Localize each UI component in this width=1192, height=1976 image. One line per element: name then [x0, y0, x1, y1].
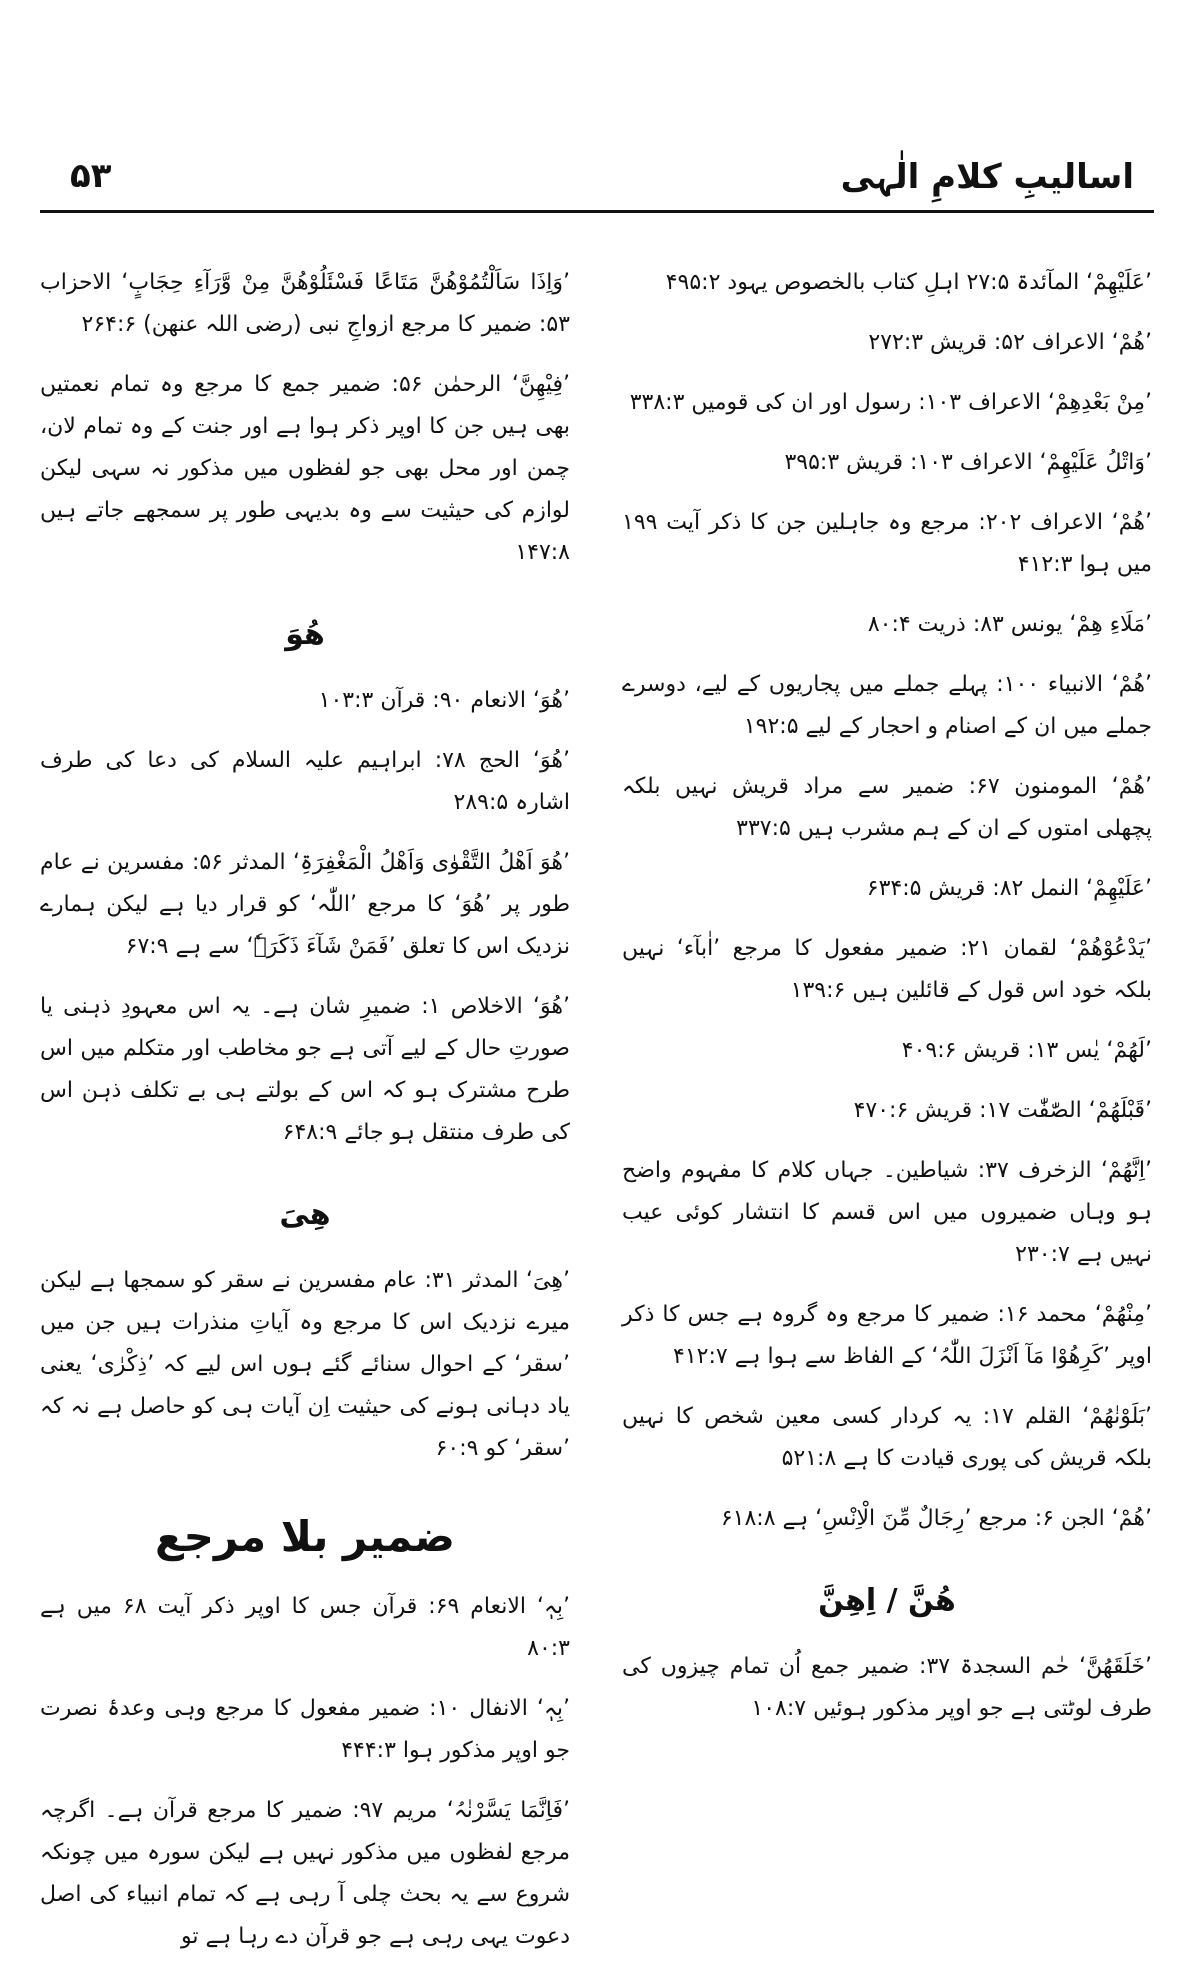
- index-entry: ’مَلَاءِ ھِمْ‘ یونس ۸۳: ذریت ۸۰:۴: [867, 612, 1152, 637]
- book-title: اسالیبِ کلامِ الٰہی: [840, 157, 1134, 197]
- index-entry: ’ھُمْ‘ الاعراف ۲۰۲: مرجع وہ جاہلین جن کا ذکر آیت ۱۹۹ میں ہوا ۴۱۲:۳: [622, 510, 1152, 577]
- index-entry: ’ھُمْ‘ الجن ۶: مرجع ’رِجَالٌ مِّنَ الْاِنْسِ‘ ہے ۶۱۸:۸: [720, 1506, 1152, 1531]
- index-entry: ’ھُمْ‘ الاعراف ۵۲: قریش ۲۷۲:۳: [868, 330, 1152, 355]
- index-entry: ’وَاِذَا سَاَلْتُمُوْھُنَّ مَتَاعًا فَسْئَلُوْھُنَّ مِنْ وَّرَآءِ حِجَابٍ‘ الاحزاب ۵۳: ضمیر کا مرجع ازواجِ نبی (رضی اللہ عنھن) ۲۶۴:۶: [40, 270, 570, 337]
- right-column: [622, 262, 1152, 1748]
- index-entry: ’لَھُمْ‘ یٰس ۱۳: قریش ۴۰۹:۶: [901, 1038, 1152, 1063]
- index-entry: ’یَدْعُوْھُمْ‘ لقمان ۲۱: ضمیر مفعول کا مرجع ’اٰبآء‘ نہیں بلکہ خود اس قول کے قائلین ہیں ۱۳۹:۶: [622, 936, 1152, 1003]
- index-entry: ’مِنْھُمْ‘ محمد ۱۶: ضمیر کا مرجع وہ گروہ ہے جس کا ذکر اوپر ’کَرِھُوْا مَآ اَنْزَلَ اللّٰہُ‘ کے الفاظ سے ہوا ہے ۴۱۲:۷: [622, 1302, 1153, 1369]
- header-divider: [40, 210, 1154, 213]
- index-entry: ’ھُوَ‘ الاخلاص ۱: ضمیرِ شان ہے۔ یہ اس معہودِ ذہنی یا صورتِ حال کے لیے آتی ہے جو مخاطب اور متکلم میں اس طرح مشترک ہو کہ اس کے بولتے ہی بے تکلف ذہن اس کی طرف منتقل ہو جائے ۶۴۸:۹: [40, 994, 570, 1145]
- page-header: [40, 148, 1154, 218]
- subheading-hiya: ھِیَ: [279, 1197, 331, 1232]
- index-entry: ’عَلَیْھِمْ‘ النمل ۸۲: قریش ۶۳۴:۵: [866, 876, 1152, 901]
- index-entry: ’ھُمْ‘ المومنون ۶۷: ضمیر سے مراد قریش نہیں بلکہ پچھلی امتوں کے ان کے ہم مشرب ہیں ۳۳۷:۵: [622, 774, 1152, 841]
- index-entry: ’ھُمْ‘ الانبیاء ۱۰۰: پہلے جملے میں پجاریوں کے لیے، دوسرے جملے میں ان کے اصنام و احجار کے لیے ۱۹۲:۵: [622, 672, 1153, 739]
- index-entry: ’خَلَقَھُنَّ‘ حٰم السجدۃ ۳۷: ضمیر جمع اُن تمام چیزوں کی طرف لوٹتی ہے جو اوپر مذکور ہوئیں ۱۰۸:۷: [622, 1654, 1152, 1721]
- subheading-huwa: ھُوَ: [285, 617, 325, 652]
- index-entry: ’بَلَوْنٰھُمْ‘ القلم ۱۷: یہ کردار کسی معین شخص کا نہیں بلکہ قریش کی پوری قیادت کا ہے ۵۲۱:۸: [622, 1404, 1152, 1471]
- index-entry: ’ھِیَ‘ المدثر ۳۱: عام مفسرین نے سقر کو سمجھا ہے لیکن میرے نزدیک اس کا مرجع وہ آیاتِ منذرات ہیں جن میں ’سقر‘ کے احوال سنائے گئے ہوں اس لیے کہ ’ذِکْرٰی‘ یعنی یاد دہانی ہونے کی حیثیت اِن آیات ہی کو حاصل ہے نہ کہ ’سقر‘ کو ۶۰:۹: [40, 1268, 570, 1461]
- index-entry: ’فَاِنَّمَا یَسَّرْنٰہُ‘ مریم ۹۷: ضمیر کا مرجع قرآن ہے۔ اگرچہ مرجع لفظوں میں مذکور نہیں ہے لیکن سورہ میں چونکہ شروع سے یہ بحث چلی آ رہی ہے کہ تمام انبیاء کی اصل دعوت یہی رہی ہے جو قرآن دے رہا ہے تو: [40, 1798, 570, 1949]
- index-entry: ’ھُوَ‘ الحج ۷۸: ابراہیم علیہ السلام کی دعا کی طرف اشارہ ۲۸۹:۵: [40, 748, 570, 815]
- index-entry: ’اِنَّھُمْ‘ الزخرف ۳۷: شیاطین۔ جہاں کلام کا مفہوم واضح ہو وہاں ضمیروں میں اس قسم کا انتشار کوئی عیب نہیں ہے ۲۳۰:۷: [622, 1158, 1152, 1267]
- index-entry: ’بِہٖ‘ الانعام ۶۹: قرآن جس کا اوپر ذکر آیت ۶۸ میں ہے ۸۰:۳: [40, 1594, 570, 1661]
- index-entry: ’فِیْھِنَّ‘ الرحمٰن ۵۶: ضمیر جمع کا مرجع وہ تمام نعمتیں بھی ہیں جن کا اوپر ذکر ہوا ہے اور جنت کے وہ تمام لان، چمن اور محل بھی جو لفظوں میں مذکور نہ سہی لیکن لوازم کی حیثیت سے وہ بدیہی طور پر سمجھے جاتے ہیں ۱۴۷:۸: [40, 372, 570, 565]
- section-heading: ضمیر بلا مرجع: [154, 1512, 455, 1561]
- index-entry: ’مِنْ بَعْدِھِمْ‘ الاعراف ۱۰۳: رسول اور ان کی قومیں ۳۳۸:۳: [629, 390, 1152, 415]
- page-number: ۵۳: [70, 156, 112, 196]
- index-entry: ’وَاتْلُ عَلَیْھِمْ‘ الاعراف ۱۰۳: قریش ۳۹۵:۳: [784, 450, 1152, 475]
- index-entry: ’قَبْلَھُمْ‘ الصّٰفّٰت ۱۷: قریش ۴۷۰:۶: [853, 1098, 1152, 1123]
- subheading-hunna: ھُنَّ / اِھِنَّ: [818, 1583, 956, 1618]
- index-entry: ’عَلَیْھِمْ‘ المآئدۃ ۲۷:۵ اہلِ کتاب بالخصوص یہود ۴۹۵:۲: [665, 270, 1152, 295]
- index-entry: ’ھُوَ‘ الانعام ۹۰: قرآن ۱۰۳:۳: [318, 688, 570, 713]
- index-entry: ’بِہٖ‘ الانفال ۱۰: ضمیر مفعول کا مرجع وہی وعدۂ نصرت جو اوپر مذکور ہوا ۴۴۴:۳: [40, 1696, 570, 1763]
- left-column: [40, 262, 570, 1976]
- index-entry: ’ھُوَ اَھْلُ التَّقْوٰی وَاَھْلُ الْمَغْفِرَۃِ‘ المدثر ۵۶: مفسرین نے عام طور پر ’ھُوَ‘ کا مرجع ’اللّٰہ‘ کو قرار دیا ہے لیکن ہمارے نزدیک اس کا تعلق ’فَمَنْ شَآءَ ذَکَرَہٗ‘ سے ہے ۶۷:۹: [40, 850, 570, 959]
